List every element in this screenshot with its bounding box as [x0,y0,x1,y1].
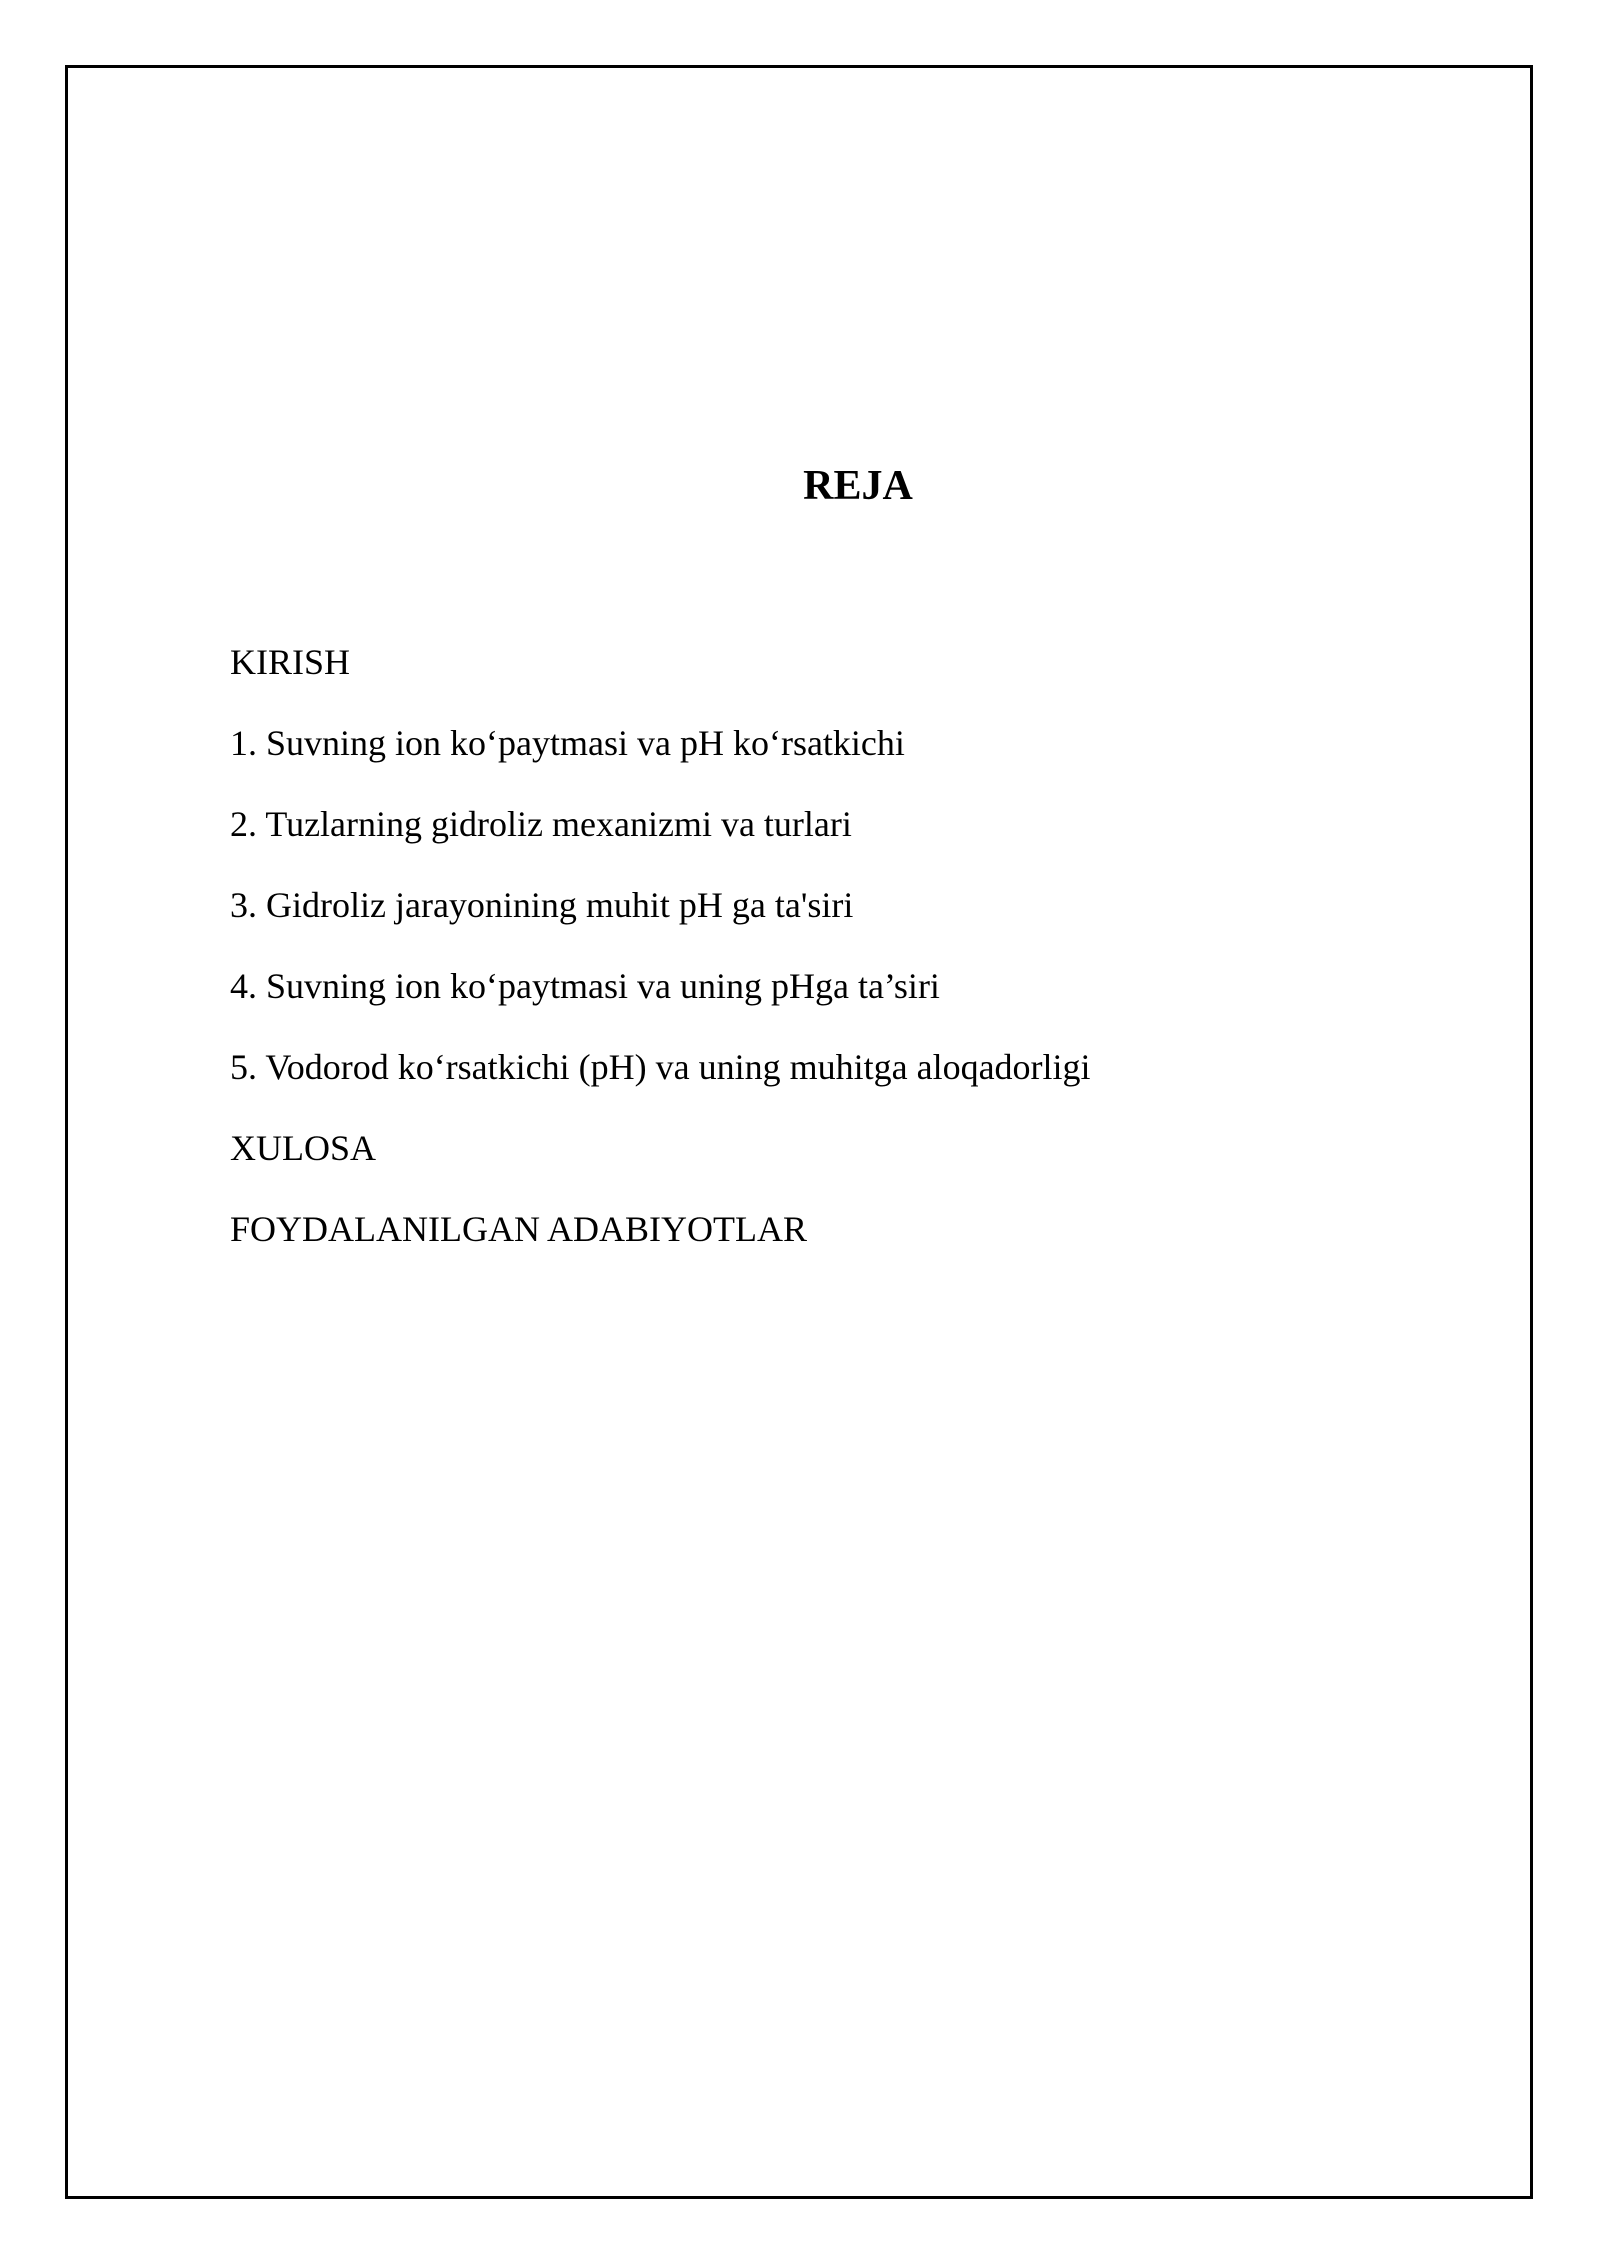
toc-item-references: FOYDALANILGAN ADABIYOTLAR [230,1209,807,1249]
toc-item-3: 3. Gidroliz jarayonining muhit pH ga ta'siri [230,885,854,925]
toc-item-5: 5. Vodorod ko‘rsatkichi (pH) va uning muhitga aloqadorligi [230,1047,1091,1087]
toc-item-4: 4. Suvning ion ko‘paytmasi va uning pHga ta’siri [230,966,940,1006]
toc-item-2: 2. Tuzlarning gidroliz mexanizmi va turlari [230,804,852,844]
toc-item-conclusion: XULOSA [230,1128,377,1168]
toc-item-introduction: KIRISH [230,642,351,682]
page-title: REJA [803,463,913,509]
table-of-contents [230,640,1091,1288]
toc-item-1: 1. Suvning ion ko‘paytmasi va pH ko‘rsatkichi [230,723,905,763]
